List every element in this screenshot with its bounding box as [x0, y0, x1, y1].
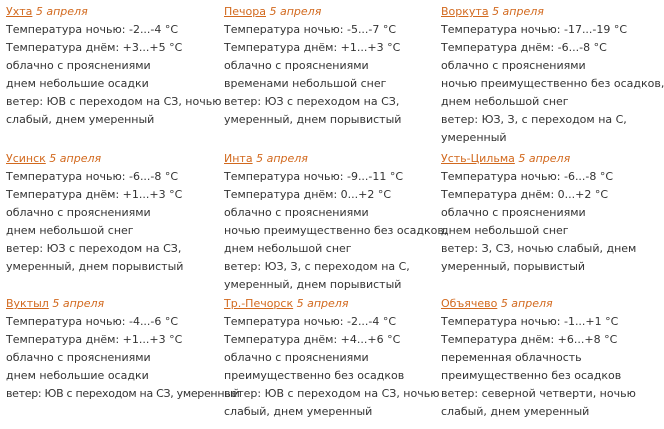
- conditions: днем небольшие осадки: [6, 77, 149, 90]
- forecast-date: 5 апреля: [35, 5, 88, 18]
- wind: ветер: З, СЗ, ночью слабый, днем: [441, 242, 637, 255]
- day-temperature: Температура днём: +6...+8 °C: [441, 333, 618, 346]
- night-temperature: Температура ночью: -9...-11 °C: [224, 170, 404, 183]
- conditions: ночью преимущественно без осадков,: [441, 77, 664, 90]
- wind: умеренный, днем порывистый: [224, 113, 402, 126]
- wind: ветер: ЮЗ с переходом на СЗ,: [224, 95, 400, 108]
- day-temperature: Температура днём: +4...+6 °C: [224, 333, 401, 346]
- wind: ветер: северной четверти, ночью: [441, 387, 636, 400]
- day-temperature: Температура днём: 0...+2 °C: [224, 188, 392, 201]
- city-block-vuktyl: [6, 295, 240, 403]
- city-link-tr-pechorsk[interactable]: Тр.-Печорск: [224, 297, 294, 310]
- conditions: днем небольшой снег: [6, 224, 134, 237]
- day-temperature: Температура днём: +3...+5 °C: [6, 41, 183, 54]
- wind: слабый, днем умеренный: [6, 113, 155, 126]
- city-block-obyachevo: [441, 295, 656, 421]
- city-block-usinsk: [6, 150, 221, 276]
- city-link-vorkuta[interactable]: Воркута: [441, 5, 489, 18]
- day-temperature: Температура днём: +1...+3 °C: [6, 188, 183, 201]
- night-temperature: Температура ночью: -5...-7 °C: [224, 23, 397, 36]
- city-block-vorkuta: [441, 3, 664, 147]
- city-block-ukhta: [6, 3, 221, 129]
- conditions: облачно с прояснениями: [6, 206, 151, 219]
- night-temperature: Температура ночью: -1...+1 °C: [441, 315, 619, 328]
- city-link-usinsk[interactable]: Усинск: [6, 152, 46, 165]
- night-temperature: Температура ночью: -4...-6 °C: [6, 315, 179, 328]
- conditions: ночью преимущественно без осадков,: [224, 224, 448, 237]
- city-link-ust-tsilma[interactable]: Усть-Цильма: [441, 152, 515, 165]
- conditions: облачно с прояснениями: [224, 206, 369, 219]
- night-temperature: Температура ночью: -17...-19 °C: [441, 23, 628, 36]
- city-block-pechora: [224, 3, 439, 129]
- forecast-date: 5 апреля: [296, 297, 349, 310]
- day-temperature: Температура днём: 0...+2 °C: [441, 188, 609, 201]
- forecast-date: 5 апреля: [256, 152, 308, 165]
- day-temperature: Температура днём: +1...+3 °C: [224, 41, 401, 54]
- night-temperature: Температура ночью: -2...-4 °C: [224, 315, 397, 328]
- conditions: облачно с прояснениями: [441, 206, 586, 219]
- day-temperature: Температура днём: +1...+3 °C: [6, 333, 183, 346]
- wind: слабый, днем умеренный: [441, 405, 590, 418]
- wind: умеренный, порывистый: [441, 260, 586, 273]
- night-temperature: Температура ночью: -2...-4 °C: [6, 23, 179, 36]
- conditions: днем небольшой снег: [441, 224, 569, 237]
- forecast-date: 5 апреля: [492, 5, 544, 18]
- wind: ветер: ЮЗ с переходом на СЗ,: [6, 242, 182, 255]
- wind: умеренный, днем порывистый: [224, 278, 402, 291]
- conditions: преимущественно без осадков: [224, 369, 405, 382]
- city-link-ukhta[interactable]: Ухта: [6, 5, 33, 18]
- wind: умеренный: [441, 131, 507, 144]
- city-link-pechora[interactable]: Печора: [224, 5, 266, 18]
- wind: слабый, днем умеренный: [224, 405, 373, 418]
- conditions: днем небольшие осадки: [6, 369, 149, 382]
- forecast-date: 5 апреля: [49, 152, 102, 165]
- conditions: облачно с прояснениями: [6, 59, 151, 72]
- conditions: облачно с прояснениями: [441, 59, 586, 72]
- forecast-date: 5 апреля: [518, 152, 571, 165]
- night-temperature: Температура ночью: -6...-8 °C: [6, 170, 179, 183]
- conditions: облачно с прояснениями: [224, 59, 369, 72]
- conditions: переменная облачность: [441, 351, 582, 364]
- city-link-inta[interactable]: Инта: [224, 152, 253, 165]
- city-link-vuktyl[interactable]: Вуктыл: [6, 297, 49, 310]
- conditions: днем небольшой снег: [224, 242, 352, 255]
- conditions: облачно с прояснениями: [224, 351, 369, 364]
- forecast-date: 5 апреля: [269, 5, 322, 18]
- city-block-inta: [224, 150, 448, 294]
- conditions: днем небольшой снег: [441, 95, 569, 108]
- wind: ветер: ЮЗ, З, с переходом на С,: [441, 113, 627, 126]
- city-block-tr-pechorsk: [224, 295, 439, 421]
- city-block-ust-tsilma: [441, 150, 656, 276]
- conditions: облачно с прояснениями: [6, 351, 151, 364]
- wind: ветер: ЮЗ, З, с переходом на С,: [224, 260, 410, 273]
- conditions: временами небольшой снег: [224, 77, 387, 90]
- day-temperature: Температура днём: -6...-8 °C: [441, 41, 607, 54]
- conditions: преимущественно без осадков: [441, 369, 622, 382]
- forecast-date: 5 апреля: [52, 297, 105, 310]
- wind: ветер: ЮВ с переходом на СЗ, умеренный: [6, 387, 240, 400]
- forecast-date: 5 апреля: [500, 297, 553, 310]
- wind: ветер: ЮВ с переходом на СЗ, ночью: [224, 387, 440, 400]
- wind: ветер: ЮВ с переходом на СЗ, ночью: [6, 95, 222, 108]
- night-temperature: Температура ночью: -6...-8 °C: [441, 170, 614, 183]
- city-link-obyachevo[interactable]: Объячево: [441, 297, 498, 310]
- wind: умеренный, днем порывистый: [6, 260, 184, 273]
